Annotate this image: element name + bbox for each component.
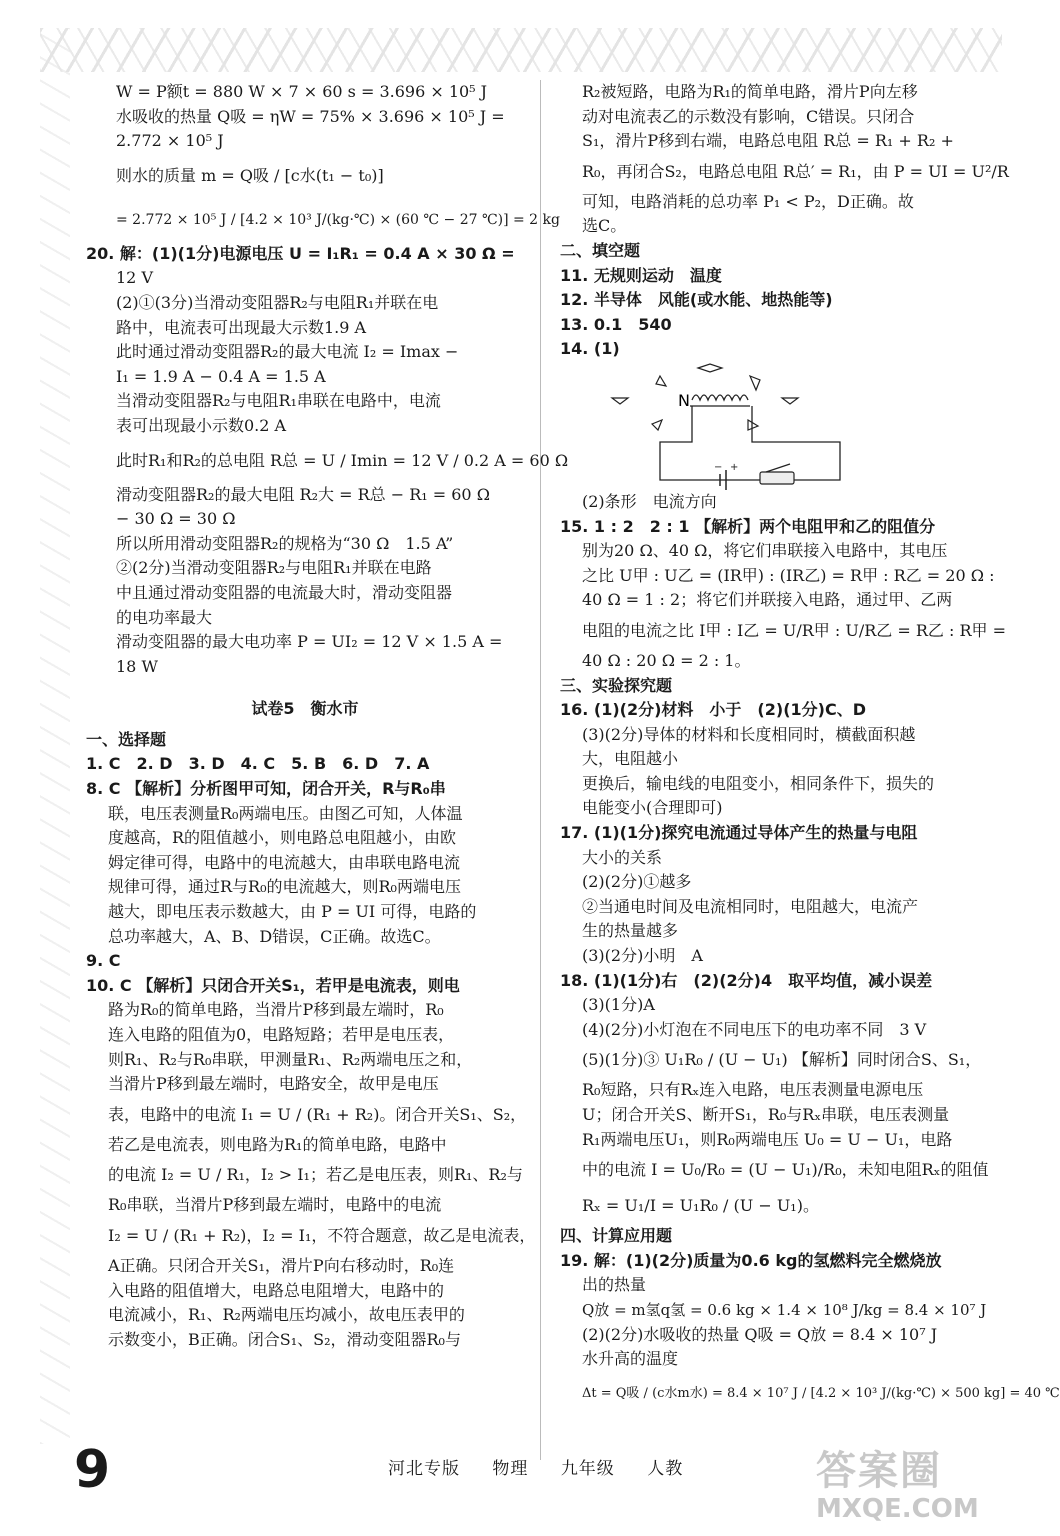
q16-line: (3)(2分)导体的材料和长度相同时，横截面积越 — [582, 724, 916, 744]
q10-cont-line: R₂被短路，电路为R₁的简单电路，滑片P向左移 — [582, 82, 918, 101]
coil-icon — [690, 395, 750, 406]
q10-line: 当滑片P移到最左端时，电路安全，故甲是电压 — [108, 1074, 439, 1094]
site-watermark — [816, 1448, 1006, 1528]
q8-line: 8. C 【解析】分析图甲可知，闭合开关，R与R₀串 — [86, 779, 446, 799]
q19-line: 水升高的温度 — [582, 1349, 679, 1369]
q19-line: 19. 解：(1)(2分)质量为0.6 kg的氢燃料完全燃烧放 — [560, 1250, 942, 1270]
q10-cont-line: S₁，滑片P移到右端，电路总电阻 R总 = R₁ + R₂ + — [582, 131, 954, 151]
right-column — [560, 80, 1060, 1416]
north-pole-label: N — [678, 390, 690, 410]
compass-needle-icon — [652, 420, 662, 430]
q17-line: 生的热量越多 — [582, 921, 679, 941]
compass-needle-icon — [698, 364, 722, 372]
electromagnet-diagram — [590, 362, 920, 490]
q14-label: 14. (1) — [560, 339, 620, 359]
q8-line: 总功率越大，A、B、D错误，C正确。故选C。 — [108, 926, 441, 946]
electromagnet-figure — [590, 362, 978, 490]
compass-needle-icon — [656, 376, 666, 386]
q10-line: 连入电路的阻值为0，电路短路；若甲是电压表， — [108, 1025, 455, 1044]
switch-icon — [760, 464, 794, 484]
q18-line: 中的电流 I = U₀/R₀ = (U − U₁)/R₀，未知电阻Rₓ的阻值 — [582, 1160, 989, 1180]
edition-label: 河北专版 — [388, 1459, 460, 1479]
q15-line: 之比 U甲 : U乙 = (IR甲) : (IR乙) = R甲 : R乙 = 20 Ω : — [582, 565, 995, 585]
compass-needle-icon — [748, 420, 758, 430]
compass-needle-icon — [750, 376, 760, 390]
q15-line: 40 Ω : 20 Ω = 2 : 1。 — [582, 650, 751, 670]
svg-text:−: − — [714, 461, 723, 473]
q20-line: 所以所用滑动变阻器R₂的规格为“30 Ω 1.5 A” — [116, 533, 454, 553]
watermark-url: MXQE.COM — [816, 1494, 979, 1524]
q10-line: 电流减小，R₁、R₂两端电压均减小，故电压表甲的 — [108, 1305, 465, 1325]
q9-line: 9. C — [86, 951, 121, 971]
q11-line: 11. 无规则运动 温度 — [560, 265, 722, 285]
q10-cont-line: R₀，再闭合S₂，电路总电阻 R总′ = R₁，由 P = UI = U²/R — [582, 161, 1009, 181]
q10-line: 入电路的阻值增大，电路总电阻增大，电路中的 — [108, 1280, 445, 1300]
page-number: 9 — [74, 1440, 111, 1500]
q18-line: (3)(1分)A — [582, 995, 655, 1015]
q10-cont-line: 动对电流表乙的示数没有影响，C错误。只闭合 — [582, 106, 915, 126]
q18-line: R₁两端电压U₁，则R₀两端电压 U₀ = U − U₁，电路 — [582, 1129, 953, 1149]
q10-cont-line: 选C。 — [582, 216, 627, 236]
q20-line: 路中，电流表可出现最大示数1.9 A — [116, 317, 367, 337]
q10-line: 10. C 【解析】只闭合开关S₁，若甲是电流表，则电 — [86, 975, 460, 995]
q8-line: 联，电压表测量R₀两端电压。由图乙可知，人体温 — [108, 803, 463, 823]
q20-line: I₁ = 1.9 A − 0.4 A = 1.5 A — [116, 366, 326, 386]
q8-line: 越大，即电压表示数越大，由 P = UI 可得，电路的 — [108, 902, 477, 922]
svg-text:+: + — [730, 461, 739, 473]
q19-line: Δt = Q吸 / (c水m水) = 8.4 × 10⁷ J / [4.2 × 10³ J/(kg·℃) × 500 kg] = 40 ℃ — [582, 1385, 1060, 1401]
q20-line: 18 W — [116, 656, 158, 676]
q8-line: 姆定律可得，电路中的电流越大，由串联电路电流 — [108, 852, 461, 872]
text-line: 水吸收的热量 Q吸 = ηW = 75% × 3.696 × 10⁵ J = — [116, 106, 505, 126]
q16-line: 更换后，输电线的电阻变小，相同条件下，损失的 — [582, 773, 935, 793]
q16-line: 16. (1)(2分)材料 小于 (2)(1分)C、D — [560, 700, 866, 720]
q15-line: 40 Ω = 1 : 2；将它们并联接入电路，通过甲、乙两 — [582, 590, 953, 610]
text-line: W = P额t = 880 W × 7 × 60 s = 3.696 × 10⁵ J — [116, 82, 488, 101]
q20-line: 此时R₁和R₂的总电阻 R总 = U / Imin = 12 V / 0.2 A = 60 Ω — [116, 450, 569, 470]
formula-line: = 2.772 × 10⁵ J / [4.2 × 10³ J/(kg·℃) × (60 ℃ − 27 ℃)] = 2 kg — [116, 211, 560, 228]
q20-line: 12 V — [116, 268, 153, 288]
q20-line: 滑动变阻器R₂的最大电阻 R₂大 = R总 − R₁ = 60 Ω — [116, 484, 490, 504]
q19-line: 出的热量 — [582, 1275, 647, 1295]
q15-line: 别为20 Ω、40 Ω，将它们串联接入电路中，其电压 — [582, 541, 948, 561]
q20-line: 20. 解：(1)(1分)电源电压 U = I₁R₁ = 0.4 A × 30 Ω = — [86, 243, 515, 263]
grade-label: 九年级 — [560, 1459, 615, 1479]
q13-line: 13. 0.1 540 — [560, 314, 672, 334]
q20-line: 滑动变阻器的最大电功率 P = UI₂ = 12 V × 1.5 A = — [116, 632, 503, 652]
column-divider — [540, 80, 541, 1460]
q18-line: (4)(2分)小灯泡在不同电压下的电功率不同 3 V — [582, 1019, 927, 1039]
q14-answer-2: (2)条形 电流方向 — [582, 491, 717, 511]
q15-line: 电阻的电流之比 I甲 : I乙 = U/R甲 : U/R乙 = R乙 : R甲 = — [582, 620, 1007, 640]
q8-line: 度越高，R的阻值越小，则电路总电阻越小，由欧 — [108, 828, 457, 848]
q15-line: 15. 1 : 2 2 : 1 【解析】两个电阻甲和乙的阻值分 — [560, 516, 936, 536]
q18-line: Rₓ = U₁/I = U₁R₀ / (U − U₁)。 — [582, 1196, 819, 1216]
q10-line: R₀串联，当滑片P移到最左端时，电路中的电流 — [108, 1195, 442, 1215]
q10-line: 表，电路中的电流 I₁ = U / (R₁ + R₂)。闭合开关S₁、S₂， — [108, 1104, 527, 1124]
section-heading: 四、计算应用题 — [560, 1226, 673, 1246]
q17-line: (3)(2分)小明 A — [582, 946, 703, 966]
q18-line: U；闭合开关S、断开S₁，R₀与Rₓ串联，电压表测量 — [582, 1105, 950, 1124]
text-line: 2.772 × 10⁵ J — [116, 131, 224, 151]
subject-label: 物理 — [492, 1459, 529, 1479]
battery-icon — [714, 462, 738, 490]
watermark-title: 答案圈 — [816, 1448, 942, 1494]
q10-line: 则R₁、R₂与R₀串联，甲测量R₁、R₂两端电压之和， — [108, 1049, 473, 1069]
q20-line: − 30 Ω = 30 Ω — [116, 509, 236, 529]
publisher-label: 人教 — [647, 1459, 684, 1479]
q19-line: Q放 = m氢q氢 = 0.6 kg × 1.4 × 10⁸ J/kg = 8.4 × 10⁷ J — [582, 1300, 987, 1319]
q10-line: 若乙是电流表，则电路为R₁的简单电路，电路中 — [108, 1134, 447, 1154]
q18-line: (5)(1分)③ U₁R₀ / (U − U₁) 【解析】同时闭合S、S₁， — [582, 1050, 982, 1070]
q19-line: (2)(2分)水吸收的热量 Q吸 = Q放 = 8.4 × 10⁷ J — [582, 1324, 938, 1344]
q10-line: A正确。只闭合开关S₁，滑片P向右移动时，R₀连 — [108, 1255, 455, 1275]
q20-line: 表可出现最小示数0.2 A — [116, 415, 287, 435]
q20-line: ②(2分)当滑动变阻器R₂与电阻R₁并联在电路 — [116, 558, 432, 578]
q16-line: 大，电阻越小 — [582, 749, 679, 769]
paper-title: 试卷5 衡水市 — [251, 699, 359, 719]
q20-line: (2)①(3分)当滑动变阻器R₂与电阻R₁并联在电 — [116, 292, 439, 312]
decorative-top-border — [40, 28, 1002, 72]
section-heading: 一、选择题 — [86, 729, 167, 749]
q17-line: 17. (1)(1分)探究电流通过导体产生的热量与电阻 — [560, 823, 918, 843]
q18-line: 18. (1)(1分)右 (2)(2分)4 取平均值，减小误差 — [560, 970, 933, 990]
circuit-wire — [660, 406, 840, 480]
section-heading: 三、实验探究题 — [560, 675, 673, 695]
compass-needle-icon — [612, 398, 628, 404]
q20-line: 的电功率最大 — [116, 607, 213, 627]
decorative-left-border — [40, 28, 70, 1444]
q20-line: 当滑动变阻器R₂与电阻R₁串联在电路中，电流 — [116, 391, 441, 411]
q18-line: R₀短路，只有Rₓ连入电路，电压表测量电源电压 — [582, 1080, 924, 1100]
q10-line: I₂ = U / (R₁ + R₂)，I₂ = I₁，不符合题意，故乙是电流表， — [108, 1225, 536, 1245]
q17-line: ②当通电时间及电流相同时，电阻越大，电流产 — [582, 896, 919, 916]
book-info — [388, 1454, 709, 1479]
q8-line: 规律可得，通过R与R₀的电流越大，则R₀两端电压 — [108, 877, 461, 897]
q10-line: 路为R₀的简单电路，当滑片P移到最左端时，R₀ — [108, 1000, 444, 1020]
q10-cont-line: 可知，电路消耗的总功率 P₁ < P₂，D正确。故 — [582, 191, 914, 211]
q16-line: 电能变小(合理即可) — [582, 798, 723, 818]
left-column — [86, 80, 569, 1352]
q17-line: (2)(2分)①越多 — [582, 872, 692, 892]
q17-line: 大小的关系 — [582, 847, 663, 867]
q20-line: 中且通过滑动变阻器的电流最大时，滑动变阻器 — [116, 582, 453, 602]
q12-line: 12. 半导体 风能(或水能、地热能等) — [560, 290, 833, 310]
mc-answers: 1. C 2. D 3. D 4. C 5. B 6. D 7. A — [86, 754, 430, 774]
q20-line: 此时通过滑动变阻器R₂的最大电流 I₂ = Imax − — [116, 342, 459, 362]
q10-line: 的电流 I₂ = U / R₁，I₂ > I₁；若乙是电压表，则R₁、R₂与 — [108, 1165, 523, 1185]
section-heading: 二、填空题 — [560, 240, 641, 260]
compass-needle-icon — [782, 398, 798, 404]
q10-line: 示数变小，B正确。闭合S₁、S₂，滑动变阻器R₀与 — [108, 1329, 461, 1349]
formula-line: 则水的质量 m = Q吸 / [c水(t₁ − t₀)] — [116, 165, 384, 185]
